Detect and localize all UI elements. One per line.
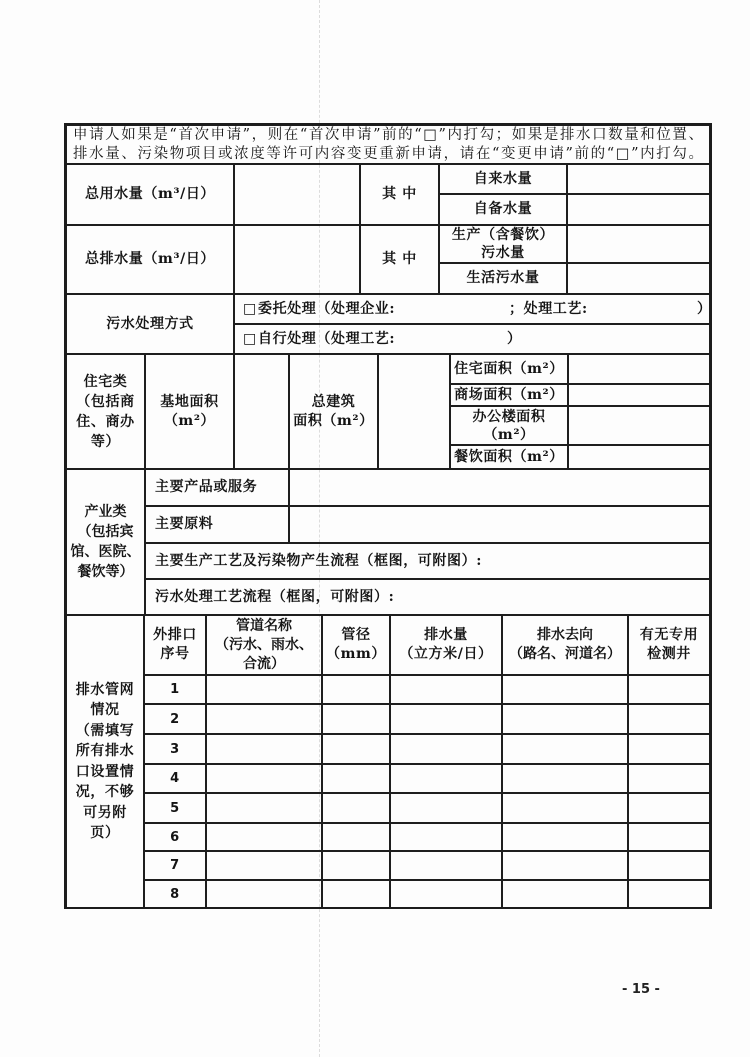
total-water-use-label: 总用水量（m³/日） (65, 163, 235, 226)
label-line: 可另附 (83, 804, 127, 821)
instruction-line: 排水量、污染物项目或浓度等许可内容变更重新申请，请在“变更申请”前的“□”内打勾。 (73, 145, 703, 162)
header-line: 检测井 (647, 646, 691, 662)
pipe-diameter-field[interactable] (321, 879, 391, 909)
domestic-wastewater-value-field[interactable] (566, 262, 711, 295)
pipe-diameter-field[interactable] (321, 733, 391, 765)
page-number: - 15 - (622, 982, 660, 997)
discharge-destination-field[interactable] (501, 792, 629, 824)
production-wastewater-label (438, 224, 568, 264)
monitoring-well-field[interactable] (627, 822, 711, 852)
label-line: （m²） (483, 426, 535, 443)
self-process-field[interactable] (405, 330, 505, 348)
header-discharge-volume (389, 614, 503, 676)
label-line: 总建筑 (311, 393, 356, 410)
header-line: （立方米/日） (399, 646, 493, 662)
discharge-destination-field[interactable] (501, 703, 629, 735)
header-discharge-destination (501, 614, 629, 676)
office-area-label (449, 405, 569, 446)
pipe-name-field[interactable] (205, 674, 323, 705)
label-line: 餐饮等） (77, 564, 134, 580)
discharge-destination-field[interactable] (501, 850, 629, 881)
label-line: 面积（m²） (293, 412, 374, 429)
outlet-number: 1 (143, 674, 207, 705)
housing-area-label: 住宅面积（m²） (449, 353, 569, 385)
label-line: 基地面积 (160, 393, 219, 410)
pipe-name-field[interactable] (205, 850, 323, 881)
self-treatment-text: 自行处理（处理工艺: (258, 331, 396, 347)
entrusted-process-field[interactable] (605, 300, 695, 318)
mall-area-value-field[interactable] (567, 383, 711, 407)
label-line: 馆、医院、 (70, 544, 141, 560)
production-wastewater-value-field[interactable] (566, 224, 711, 264)
header-line: 外排口 (153, 627, 197, 643)
pipe-name-field[interactable] (205, 763, 323, 794)
catering-area-value-field[interactable] (567, 444, 711, 470)
discharge-destination-field[interactable] (501, 822, 629, 852)
entrusted-treatment-option (233, 293, 711, 325)
total-floor-area-value-field[interactable] (377, 353, 451, 470)
header-line: 管道名称 (236, 617, 292, 634)
monitoring-well-field[interactable] (627, 703, 711, 735)
monitoring-well-field[interactable] (627, 733, 711, 765)
sewage-treatment-label: 污水处理方式 (65, 293, 235, 355)
discharge-volume-field[interactable] (389, 674, 503, 705)
base-area-value-field[interactable] (233, 353, 290, 470)
label-line: 排水管网 (75, 681, 135, 698)
label-line: （m²） (163, 412, 216, 429)
outlet-number: 8 (143, 879, 207, 909)
header-line: 排水去向 (537, 627, 593, 643)
discharge-destination-field[interactable] (501, 763, 629, 794)
treatment-company-field[interactable] (405, 300, 505, 318)
treatment-process-label: 污水处理工艺流程（框图，可附图）: (155, 588, 395, 605)
pipe-diameter-field[interactable] (321, 850, 391, 881)
main-products-label: 主要产品或服务 (144, 468, 290, 507)
header-pipe-diameter (321, 614, 391, 676)
pipe-name-field[interactable] (205, 703, 323, 735)
header-outlet-number (143, 614, 207, 676)
label-line: （包括商 (76, 393, 135, 410)
close-paren: ） (507, 331, 522, 347)
office-area-value-field[interactable] (567, 405, 711, 446)
self-supplied-water-value-field[interactable] (566, 193, 711, 226)
discharge-volume-field[interactable] (389, 703, 503, 735)
pipe-name-field[interactable] (205, 733, 323, 765)
header-line: 合流） (243, 655, 285, 672)
instruction-line: 申请人如果是“首次申请”，则在“首次申请”前的“□”内打勾；如果是排水口数量和位置、 (73, 127, 703, 143)
header-line: （污水、雨水、 (215, 636, 313, 653)
pipe-diameter-field[interactable] (321, 763, 391, 794)
discharge-destination-field[interactable] (501, 733, 629, 765)
label-line: （需填写 (75, 722, 135, 739)
outlet-number: 6 (143, 822, 207, 852)
mall-area-label: 商场面积（m²） (449, 383, 569, 407)
header-pipe-name (205, 614, 323, 676)
production-process-field[interactable] (144, 542, 711, 580)
discharge-destination-field[interactable] (501, 674, 629, 705)
outlet-number: 5 (143, 792, 207, 824)
tap-water-value-field[interactable] (566, 163, 711, 195)
label-line: 等） (90, 433, 121, 450)
self-supplied-water-label: 自备水量 (438, 193, 568, 226)
discharge-volume-field[interactable] (389, 763, 503, 794)
header-line: 有无专用 (639, 627, 699, 643)
monitoring-well-field[interactable] (627, 674, 711, 705)
monitoring-well-field[interactable] (627, 763, 711, 794)
monitoring-well-field[interactable] (627, 850, 711, 881)
discharge-destination-field[interactable] (501, 879, 629, 909)
label-line: 口设置情 (75, 763, 135, 780)
monitoring-well-field[interactable] (627, 792, 711, 824)
catering-area-label: 餐饮面积（m²） (449, 444, 569, 470)
housing-area-value-field[interactable] (567, 353, 711, 385)
outlet-number: 7 (143, 850, 207, 881)
pipe-name-field[interactable] (205, 879, 323, 909)
discharge-breakdown-label: 其 中 (359, 224, 440, 295)
domestic-wastewater-label: 生活污水量 (438, 262, 568, 295)
main-materials-label: 主要原料 (144, 505, 290, 544)
total-discharge-label: 总排水量（m³/日） (65, 224, 235, 295)
industrial-category-label (65, 468, 146, 616)
discharge-volume-field[interactable] (389, 822, 503, 852)
base-area-label (144, 353, 235, 470)
instruction-note (65, 124, 711, 165)
discharge-volume-field[interactable] (389, 792, 503, 824)
header-monitoring-well (627, 614, 711, 676)
pipe-name-field[interactable] (205, 822, 323, 852)
treatment-process-label: ；处理工艺: (509, 301, 588, 317)
label-line: 办公楼面积 (472, 408, 546, 425)
pipe-name-field[interactable] (205, 792, 323, 824)
header-line: 排水量 (424, 627, 468, 643)
label-line: 产业类 (84, 504, 127, 520)
total-discharge-value-field[interactable] (233, 224, 361, 295)
monitoring-well-field[interactable] (627, 879, 711, 909)
label-line: （包括宾 (77, 524, 134, 540)
label-line: 住宅类 (83, 373, 128, 390)
pipe-diameter-field[interactable] (321, 792, 391, 824)
self-treatment-checkbox[interactable]: □ (243, 331, 257, 347)
total-water-use-value-field[interactable] (233, 163, 361, 226)
tap-water-label: 自来水量 (438, 163, 568, 195)
label-line: 污水量 (481, 245, 525, 261)
drainage-network-label (65, 614, 145, 909)
water-use-breakdown-label: 其 中 (359, 163, 440, 226)
entrusted-treatment-checkbox[interactable]: □ (243, 301, 257, 317)
header-line: 管径 (341, 627, 371, 643)
close-paren: ） (697, 301, 712, 317)
outlet-number: 2 (143, 703, 207, 735)
header-line: 序号 (160, 646, 190, 662)
label-line: 所有排水 (75, 743, 135, 759)
pipe-diameter-field[interactable] (321, 822, 391, 852)
header-line: （路名、河道名） (509, 646, 621, 662)
label-line: 住、商办 (76, 413, 135, 430)
pipe-diameter-field[interactable] (321, 703, 391, 735)
production-process-label: 主要生产工艺及污染物产生流程（框图，可附图）: (155, 552, 482, 569)
main-materials-value-field[interactable] (288, 505, 711, 544)
residential-category-label (65, 353, 146, 470)
discharge-volume-field[interactable] (389, 879, 503, 909)
label-line: 页） (90, 825, 120, 841)
self-treatment-option (233, 323, 711, 355)
treatment-process-field[interactable] (144, 578, 711, 616)
label-line: 情况 (90, 702, 120, 718)
discharge-volume-field[interactable] (389, 850, 503, 881)
label-line: 况，不够 (75, 784, 135, 800)
discharge-volume-field[interactable] (389, 733, 503, 765)
outlet-number: 3 (143, 733, 207, 765)
total-floor-area-label (288, 353, 379, 470)
main-products-value-field[interactable] (288, 468, 711, 507)
pipe-diameter-field[interactable] (321, 674, 391, 705)
header-line: （mm） (325, 646, 387, 662)
entrusted-treatment-text: 委托处理（处理企业: (258, 301, 396, 317)
label-line: 生产（含餐饮） (451, 227, 555, 243)
outlet-number: 4 (143, 763, 207, 794)
